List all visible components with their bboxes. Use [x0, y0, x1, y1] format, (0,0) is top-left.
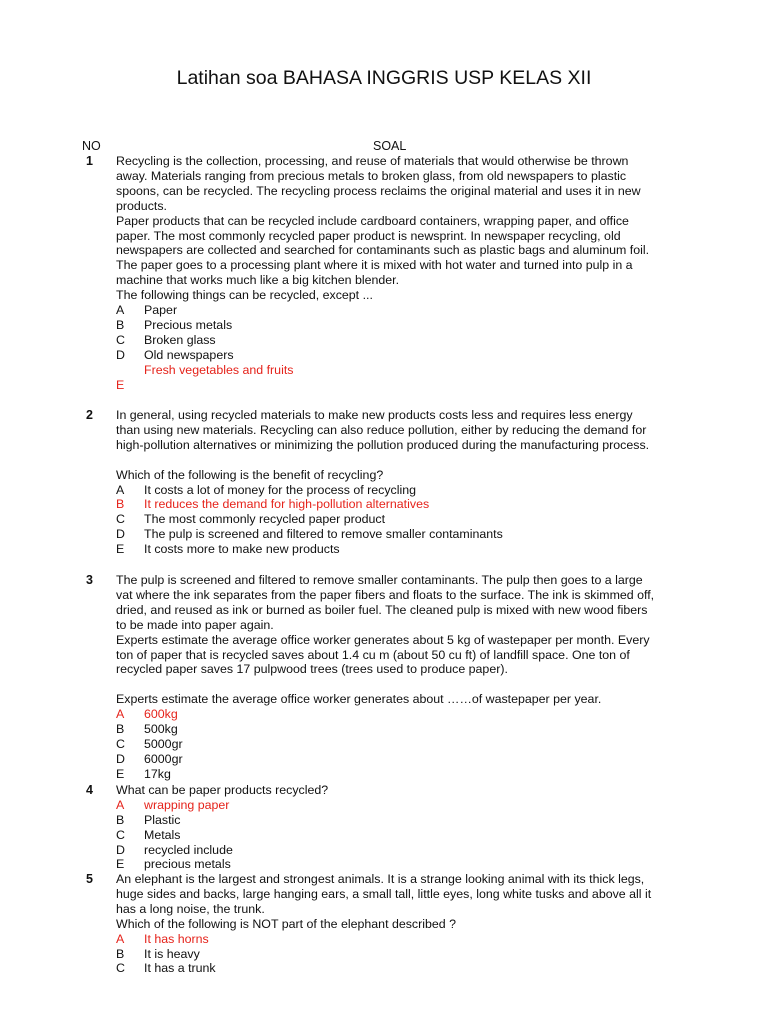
- option-d[interactable]: [116, 348, 656, 363]
- option-letter: A: [116, 931, 125, 946]
- option-letter: D: [116, 527, 125, 542]
- option-c[interactable]: [116, 333, 656, 348]
- option-a[interactable]: [116, 483, 656, 498]
- question-text: What can be paper products recycled?: [116, 783, 329, 797]
- question-5: [0, 872, 768, 976]
- option-text: Plastic: [144, 812, 181, 827]
- option-text: 600kg: [144, 707, 178, 722]
- passage-paragraph: The pulp is screened and filtered to remove smaller contaminants. The pulp then goes to a large vat where the ink separates from the paper fibers and floats to the surface. The ink is skimmed off, dried, and reused as ink or burned as boiler fuel. The cleaned pulp is mixed with new wood fibers to be made into paper again.: [116, 573, 655, 632]
- option-letter: B: [116, 317, 125, 332]
- answer-letter: E: [116, 377, 125, 392]
- option-letter: C: [116, 332, 125, 347]
- option-a[interactable]: [116, 707, 656, 722]
- option-d[interactable]: [116, 843, 656, 858]
- option-letter: E: [116, 766, 125, 781]
- option-a[interactable]: [116, 932, 656, 947]
- question-body: [116, 154, 656, 392]
- question-3: [0, 573, 768, 782]
- option-letter: A: [116, 797, 125, 812]
- passage-paragraph: An elephant is the largest and strongest animals. It is a strange looking animal with its thick legs, huge sides and backs, large hanging ears, a small tall, little eyes, long white tusks and above all it has a long noise, the trunk.: [116, 872, 652, 916]
- option-d[interactable]: [116, 527, 656, 542]
- option-b[interactable]: [116, 722, 656, 737]
- option-letter: C: [116, 961, 125, 976]
- option-e[interactable]: [116, 542, 656, 557]
- option-letter: C: [116, 827, 125, 842]
- option-text: Broken glass: [144, 332, 216, 347]
- question-2: [0, 408, 768, 557]
- answer-text: Fresh vegetables and fruits: [144, 362, 294, 377]
- option-letter: A: [116, 707, 125, 722]
- passage-paragraph: In general, using recycled materials to make new products costs less and requires less energy than using new materials. Recycling can also reduce pollution, either by reducing the demand for high-pollution alternatives or minimizing the pollution produced during the manufacturing process.: [116, 408, 650, 452]
- option-text: recycled include: [144, 842, 233, 857]
- option-b[interactable]: [116, 318, 656, 333]
- passage-paragraph: Recycling is the collection, processing, and reuse of materials that would otherwise be thrown away. Materials ranging from precious metals to broken glass, from old newspapers to plastic spoons, can be recycled. The recycling process reclaims the original material and uses it in new products.: [116, 154, 641, 213]
- option-text: Metals: [144, 827, 181, 842]
- question-number: 5: [86, 872, 93, 886]
- option-letter: E: [116, 857, 125, 872]
- column-header-no: NO: [82, 139, 101, 153]
- option-text: It is heavy: [144, 946, 200, 961]
- option-letter: D: [116, 347, 125, 362]
- option-letter: B: [116, 812, 125, 827]
- option-text: The pulp is screened and filtered to remove smaller contaminants: [144, 527, 503, 542]
- option-e-answer[interactable]: [116, 363, 656, 378]
- passage-paragraph: Experts estimate the average office worker generates about 5 kg of wastepaper per month. Every ton of paper that is recycled saves about 1.4 cu m (about 50 cu ft) of landfill space. One ton of recycled paper saves 17 pulpwood trees (trees used to produce paper).: [116, 632, 650, 677]
- question-body: [116, 872, 656, 976]
- option-b[interactable]: [116, 813, 656, 828]
- option-text: Old newspapers: [144, 347, 234, 362]
- option-text: precious metals: [144, 857, 231, 872]
- option-b[interactable]: [116, 947, 656, 962]
- column-header-soal: SOAL: [373, 139, 407, 153]
- option-letter: D: [116, 842, 125, 857]
- question-text: The following things can be recycled, except ...: [116, 288, 373, 303]
- option-e[interactable]: [116, 857, 656, 872]
- option-c[interactable]: [116, 828, 656, 843]
- option-d[interactable]: [116, 752, 656, 767]
- option-text: 5000gr: [144, 736, 183, 751]
- option-text: 500kg: [144, 722, 178, 737]
- option-text: It costs more to make new products: [144, 542, 340, 557]
- question-body: [116, 408, 656, 557]
- question-text: Experts estimate the average office worker generates about ……of wastepaper per year.: [116, 692, 602, 707]
- question-1: [0, 154, 768, 392]
- option-a[interactable]: [116, 798, 656, 813]
- option-letter: B: [116, 497, 125, 512]
- option-c[interactable]: [116, 512, 656, 527]
- option-letter: D: [116, 751, 125, 766]
- option-c[interactable]: [116, 737, 656, 752]
- option-text: It has horns: [144, 931, 209, 946]
- option-text: 6000gr: [144, 751, 183, 766]
- answer-letter-row: [116, 378, 656, 393]
- passage-paragraph: Paper products that can be recycled include cardboard containers, wrapping paper, and office paper. The most commonly recycled paper product is newsprint. In newspaper recycling, old newspapers are collected and searched for contaminants such as plastic bags and aluminum foil. The paper goes to a processing plant where it is mixed with hot water and turned into pulp in a machine that works much like a big kitchen blender.: [116, 213, 650, 288]
- question-number: 4: [86, 783, 93, 797]
- option-b[interactable]: [116, 497, 656, 512]
- option-c[interactable]: [116, 961, 656, 976]
- option-text: 17kg: [144, 766, 171, 781]
- option-letter: C: [116, 736, 125, 751]
- question-text: Which of the following is the benefit of recycling?: [116, 467, 384, 482]
- option-text: It has a trunk: [144, 961, 216, 976]
- option-e[interactable]: [116, 767, 656, 782]
- option-text: Precious metals: [144, 317, 233, 332]
- option-letter: A: [116, 482, 125, 497]
- option-letter: A: [116, 303, 125, 318]
- option-text: It costs a lot of money for the process of recycling: [144, 482, 417, 497]
- option-letter: E: [116, 542, 125, 557]
- option-a[interactable]: [116, 303, 656, 318]
- option-text: Paper: [144, 303, 178, 318]
- option-letter: C: [116, 512, 125, 527]
- question-body: [116, 783, 656, 872]
- page-title: Latihan soa BAHASA INGGRIS USP KELAS XII: [176, 67, 592, 89]
- question-text: Which of the following is NOT part of the elephant described ?: [116, 916, 457, 931]
- option-text: It reduces the demand for high-pollution alternatives: [144, 497, 430, 512]
- question-number: 3: [86, 573, 93, 587]
- question-body: [116, 573, 656, 782]
- option-text: The most commonly recycled paper product: [144, 512, 386, 527]
- option-text: wrapping paper: [144, 797, 230, 812]
- option-letter: B: [116, 722, 125, 737]
- option-letter: B: [116, 946, 125, 961]
- question-number: 1: [86, 154, 93, 168]
- question-number: 2: [86, 408, 93, 422]
- question-4: [0, 783, 768, 872]
